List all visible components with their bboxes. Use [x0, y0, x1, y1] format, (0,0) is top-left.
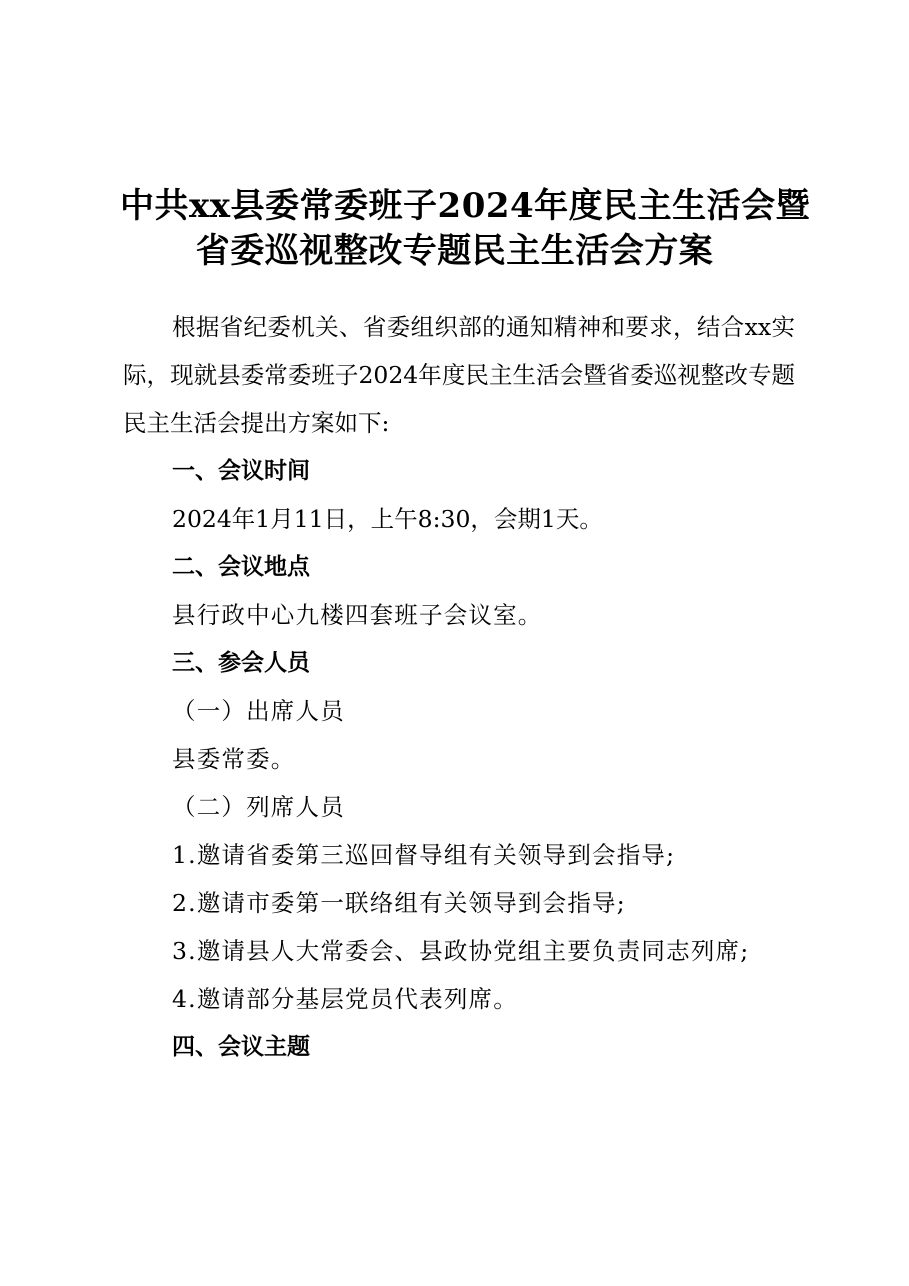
- observer-list-item: 1.邀请省委第三巡回督导组有关领导到会指导;: [172, 841, 676, 869]
- attendees-present-text: 县委常委。: [172, 745, 296, 773]
- document-title-line-2: 省委巡视整改专题民主生活会方案: [195, 231, 714, 271]
- section-heading-attendees: 三、参会人员: [172, 650, 310, 676]
- section-heading-time: 一、会议时间: [172, 458, 310, 484]
- intro-paragraph-line-3: 民主生活会提出方案如下:: [123, 409, 390, 437]
- intro-paragraph-line-1: 根据省纪委机关、省委组织部的通知精神和要求，结合xx实: [172, 313, 795, 341]
- intro-paragraph-line-2: 际，现就县委常委班子2024年度民主生活会暨省委巡视整改专题: [123, 361, 795, 389]
- section-heading-location: 二、会议地点: [172, 554, 310, 580]
- observer-list-item: 2.邀请市委第一联络组有关领导到会指导;: [172, 889, 626, 917]
- observer-list-item: 3.邀请县人大常委会、县政协党组主要负责同志列席;: [172, 937, 750, 965]
- observer-list-item: 4.邀请部分基层党员代表列席。: [172, 985, 518, 1013]
- attendees-subheading-present: （一）出席人员: [172, 697, 345, 725]
- attendees-subheading-observers: （二）列席人员: [172, 793, 345, 821]
- document-title-line-1: 中共xx县委常委班子2024年度民主生活会暨: [120, 186, 811, 226]
- section-heading-theme: 四、会议主题: [172, 1034, 310, 1060]
- meeting-time-text: 2024年1月11日，上午8:30，会期1天。: [172, 505, 603, 533]
- meeting-location-text: 县行政中心九楼四套班子会议室。: [172, 601, 543, 629]
